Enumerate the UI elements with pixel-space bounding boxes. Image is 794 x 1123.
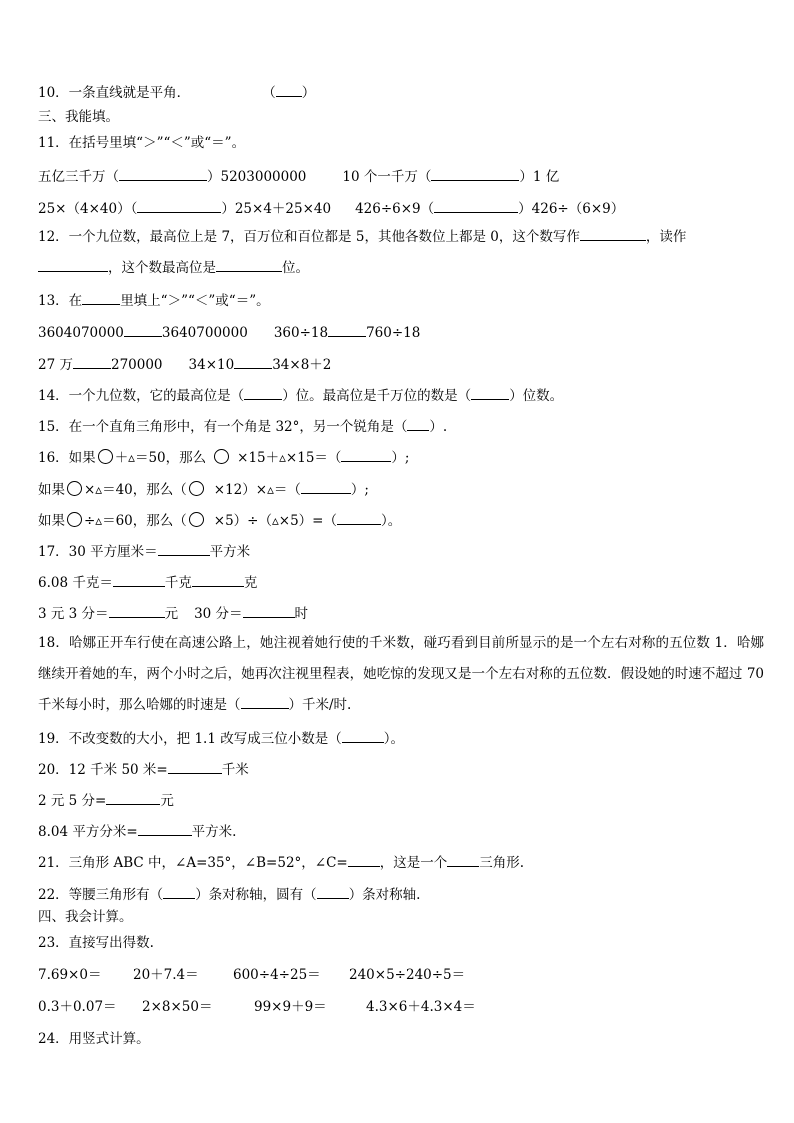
calc-item: 600÷4÷25＝ bbox=[233, 967, 321, 983]
question-16-row-3: 如果 ÷▵＝60，那么（ ×5）÷（▵×5）=（ ）。 bbox=[38, 510, 764, 530]
question-20-row-3: 8.04 平方分米= 平方米. bbox=[38, 821, 764, 841]
answer-blank[interactable] bbox=[328, 322, 366, 337]
answer-blank[interactable] bbox=[109, 603, 165, 618]
answer-blank[interactable] bbox=[244, 385, 282, 400]
answer-blank[interactable] bbox=[301, 479, 351, 494]
question-22: 22．等腰三角形有（ ）条对称轴，圆有（ ）条对称轴. bbox=[38, 884, 764, 904]
calc-item: 20＋7.4＝ bbox=[133, 967, 199, 983]
answer-blank[interactable] bbox=[447, 852, 479, 867]
answer-blank[interactable] bbox=[73, 354, 111, 369]
question-16-row-1: 16．如果 ＋▵＝50，那么 ×15＋▵×15＝（ ）; bbox=[38, 447, 764, 467]
answer-blank[interactable] bbox=[216, 257, 282, 272]
question-13-row-2: 27 万 270000 34×10 34×8＋2 bbox=[38, 354, 764, 374]
calc-item: 99×9＋9＝ bbox=[254, 999, 327, 1015]
calc-item: 0.3＋0.07＝ bbox=[38, 999, 117, 1015]
section-3-heading: 三、我能填。 bbox=[38, 109, 119, 125]
question-20-row-2: 2 元 5 分= 元 bbox=[38, 790, 764, 810]
answer-blank[interactable] bbox=[341, 447, 391, 462]
question-12: 12．一个九位数，最高位上是 7，百万位和百位都是 5，其他各数位上都是 0，这个数写作 ，读作 ，这个数最高位是 位。 bbox=[38, 222, 764, 284]
answer-blank[interactable] bbox=[137, 198, 221, 213]
question-21: 21．三角形 ABC 中，∠A=35°，∠B=52°，∠C= ，这是一个 三角形. bbox=[38, 852, 764, 872]
calc-item: 2×8×50＝ bbox=[142, 999, 213, 1015]
answer-blank[interactable] bbox=[580, 226, 646, 241]
answer-blank[interactable] bbox=[317, 884, 349, 899]
question-23-row-2 bbox=[38, 998, 764, 1016]
question-13-stem: 13．在 里填上“＞”“＜”或“＝”。 bbox=[38, 290, 764, 310]
answer-blank[interactable] bbox=[163, 884, 195, 899]
answer-blank[interactable] bbox=[124, 322, 162, 337]
question-17-row-1: 17．30 平方厘米＝ 平方米 bbox=[38, 541, 764, 561]
question-20-row-1: 20．12 千米 50 米= 千米 bbox=[38, 759, 764, 779]
answer-blank bbox=[82, 290, 120, 305]
question-23-stem: 23．直接写出得数. bbox=[38, 935, 154, 951]
answer-blank[interactable] bbox=[241, 694, 289, 709]
answer-blank[interactable] bbox=[38, 257, 108, 272]
question-17-row-2: 6.08 千克＝ 千克 克 bbox=[38, 572, 764, 592]
question-18: 18．哈娜正开车行使在高速公路上，她注视着她行使的千米数，碰巧看到目前所显示的是一个左右对称的五位数 1．哈娜继续开着她的车，两个小时之后，她再次注视里程表，她吃惊的发现又是一个左右对称的五位数．假设她的时速不超过 70 千米每小时，那么哈娜的时速是（ ）千米/时. bbox=[38, 635, 764, 713]
answer-blank[interactable] bbox=[119, 166, 207, 181]
question-13-row-1: 3604070000 3640700000 360÷18 760÷18 bbox=[38, 322, 764, 342]
answer-blank[interactable] bbox=[348, 852, 380, 867]
question-17-row-3: 3 元 3 分＝ 元 30 分＝ 时 bbox=[38, 603, 764, 623]
question-10: 10．一条直线就是平角． （ ） bbox=[38, 82, 764, 102]
circle-symbol-icon bbox=[67, 512, 82, 527]
answer-blank[interactable] bbox=[138, 821, 192, 836]
answer-blank[interactable] bbox=[243, 603, 295, 618]
answer-blank[interactable] bbox=[276, 82, 302, 97]
question-16-row-2: 如果 ×▵＝40，那么（ ×12）×▵＝（ ）; bbox=[38, 479, 764, 499]
answer-blank[interactable] bbox=[168, 759, 222, 774]
answer-blank[interactable] bbox=[106, 790, 160, 805]
answer-blank[interactable] bbox=[192, 572, 244, 587]
calc-item: 4.3×6＋4.3×4＝ bbox=[366, 999, 476, 1015]
answer-blank[interactable] bbox=[234, 354, 272, 369]
section-4-heading: 四、我会计算。 bbox=[38, 909, 133, 925]
question-19: 19．不改变数的大小，把 1.1 改写成三位小数是（ ）。 bbox=[38, 728, 764, 748]
question-14: 14．一个九位数，它的最高位是（ ）位。最高位是千万位的数是（ ）位数。 bbox=[38, 385, 764, 405]
answer-blank[interactable] bbox=[431, 166, 519, 181]
question-11-row-2: 25×（4×40）（ ）25×4＋25×40 426÷6×9（ ）426÷（6×9） bbox=[38, 198, 764, 218]
circle-symbol-icon bbox=[189, 481, 204, 496]
circle-symbol-icon bbox=[67, 481, 82, 496]
answer-blank[interactable] bbox=[337, 510, 381, 525]
answer-blank[interactable] bbox=[407, 416, 429, 431]
answer-blank[interactable] bbox=[471, 385, 509, 400]
circle-symbol-icon bbox=[98, 449, 113, 464]
question-24: 24．用竖式计算。 bbox=[38, 1031, 150, 1047]
question-23-row-1 bbox=[38, 966, 764, 984]
calc-item: 7.69×0＝ bbox=[38, 967, 102, 983]
question-15: 15．在一个直角三角形中，有一个角是 32°，另一个锐角是（ ）. bbox=[38, 416, 764, 436]
question-11-stem: 11．在括号里填“＞”“＜”或“＝”。 bbox=[38, 135, 246, 151]
answer-blank[interactable] bbox=[113, 572, 165, 587]
question-11-row-1: 五亿三千万（ ）5203000000 10 个一千万（ ）1 亿 bbox=[38, 166, 764, 186]
circle-symbol-icon bbox=[214, 449, 229, 464]
circle-symbol-icon bbox=[189, 512, 204, 527]
answer-blank[interactable] bbox=[158, 541, 210, 556]
answer-blank[interactable] bbox=[434, 198, 518, 213]
calc-item: 240×5÷240÷5＝ bbox=[349, 967, 466, 983]
answer-blank[interactable] bbox=[342, 728, 384, 743]
